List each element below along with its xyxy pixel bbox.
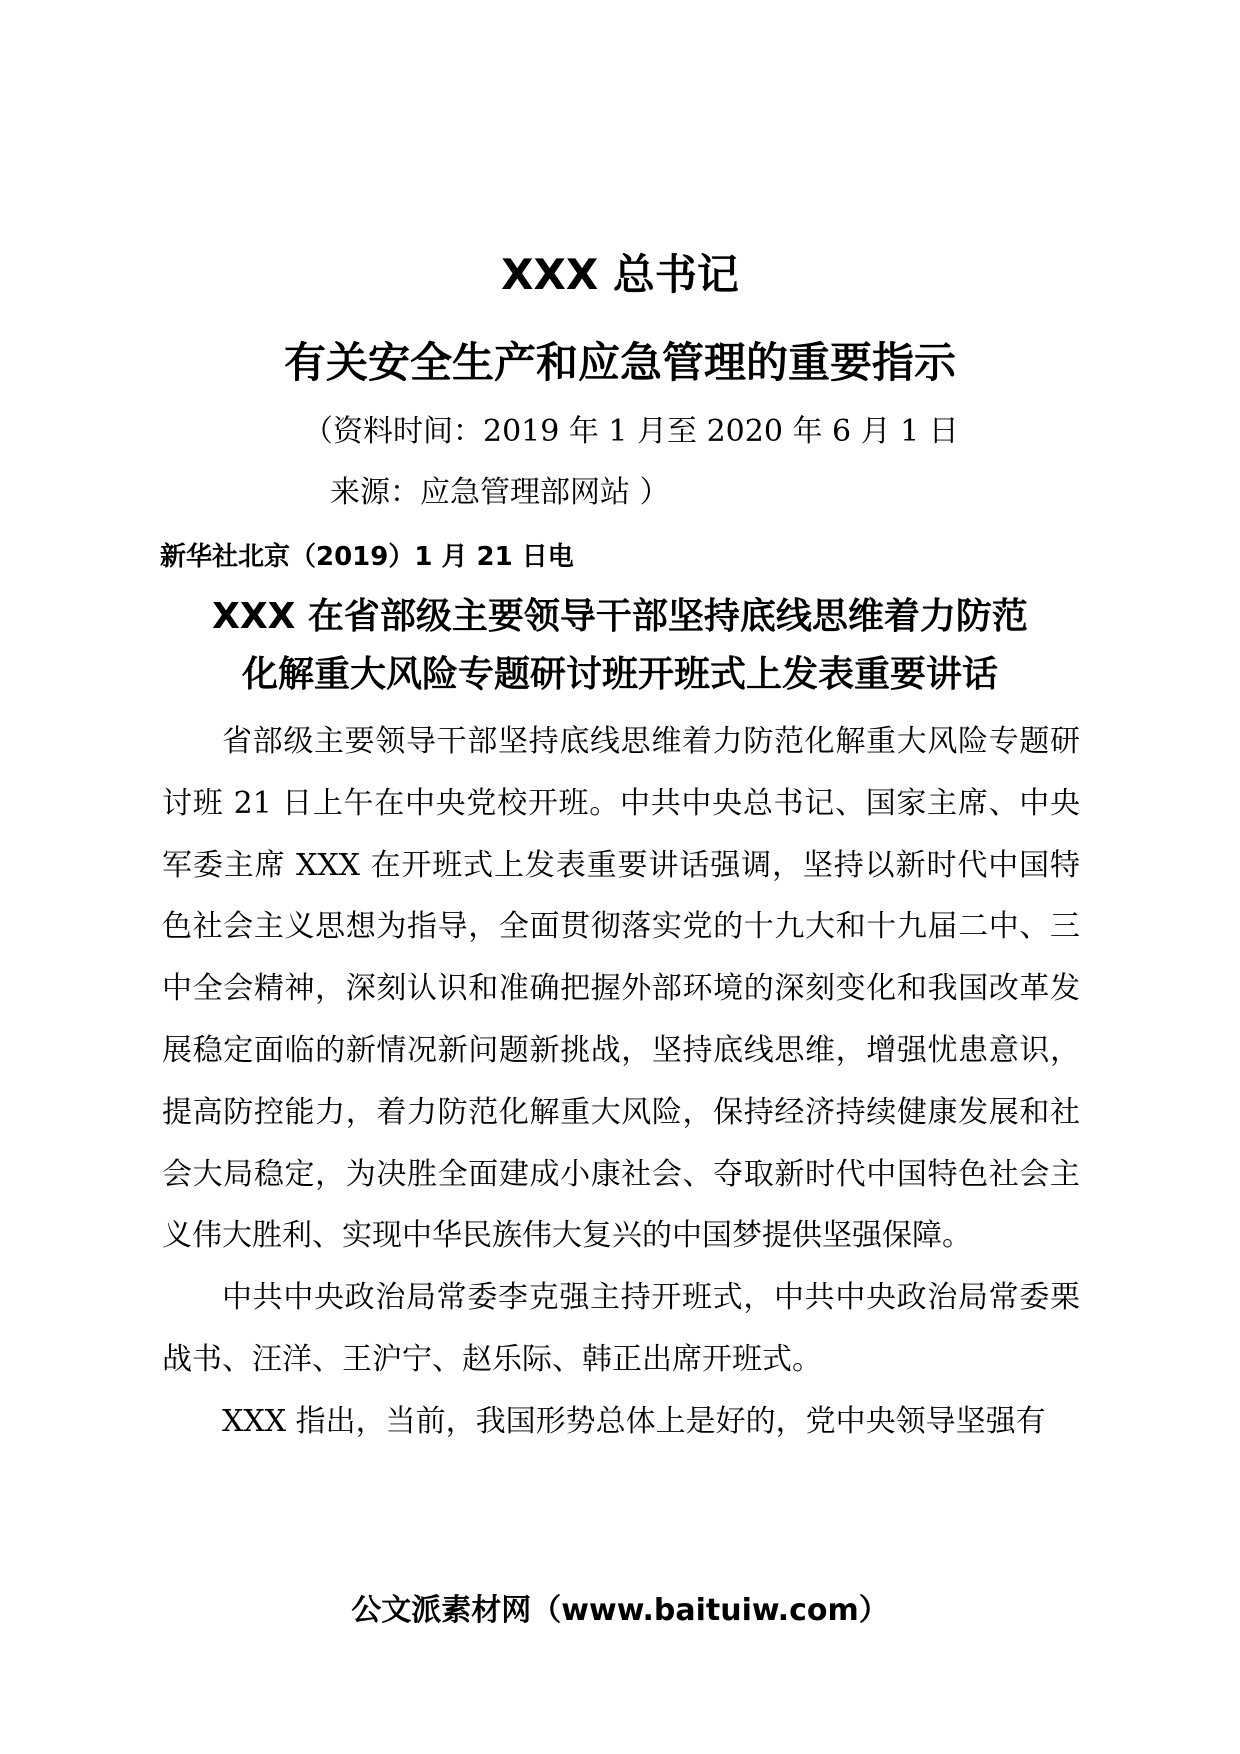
body-paragraph: 中共中央政治局常委李克强主持开班式，中共中央政治局常委栗战书、汪洋、王沪宁、赵乐际、韩正出席开班式。 — [162, 1280, 1080, 1377]
source-period: （资料时间：2019 年 1 月至 2020 年 6 月 1 日 — [303, 414, 959, 449]
article-heading-line1: XXX 在省部级主要领导干部坚持底线思维着力防范 — [212, 596, 1028, 637]
body-paragraph: XXX 指出，当前，我国形势总体上是好的，党中央领导坚强有 — [222, 1403, 1046, 1439]
source-origin: 来源：应急管理部网站 ） — [330, 475, 670, 510]
document-title: XXX 总书记 — [501, 250, 739, 299]
document-title-subject: 有关安全生产和应急管理的重要指示 — [283, 338, 956, 387]
article-body — [162, 711, 1080, 1453]
body-paragraph: 省部级主要领导干部坚持底线思维着力防范化解重大风险专题研讨班 21 日上午在中央党校开班。中共中央总书记、国家主席、中央军委主席 XXX 在开班式上发表重要讲话强调，坚持以新时代中国特色社会主义思想为指导，全面贯彻落实党的十九大和十九届二中、三中全会精神，深刻认识和准确把握外部环境的深刻变化和我国改革发展稳定面临的新情况新问题新挑战，坚持底线思维，增强忧患意识，提高防控能力，着力防范化解重大风险，保持经济持续健康发展和社会大局稳定，为决胜全面建成小康社会、夺取新时代中国特色社会主义伟大胜利、实现中华民族伟大复兴的中国梦提供坚强保障。 — [162, 724, 1080, 1254]
article-heading-line2: 化解重大风险专题研讨班开班式上发表重要讲话 — [241, 654, 998, 695]
news-dateline: 新华社北京（2019）1 月 21 日电 — [160, 542, 574, 572]
page-footer: 公文派素材网（www.baituiw.com） — [351, 1593, 889, 1628]
